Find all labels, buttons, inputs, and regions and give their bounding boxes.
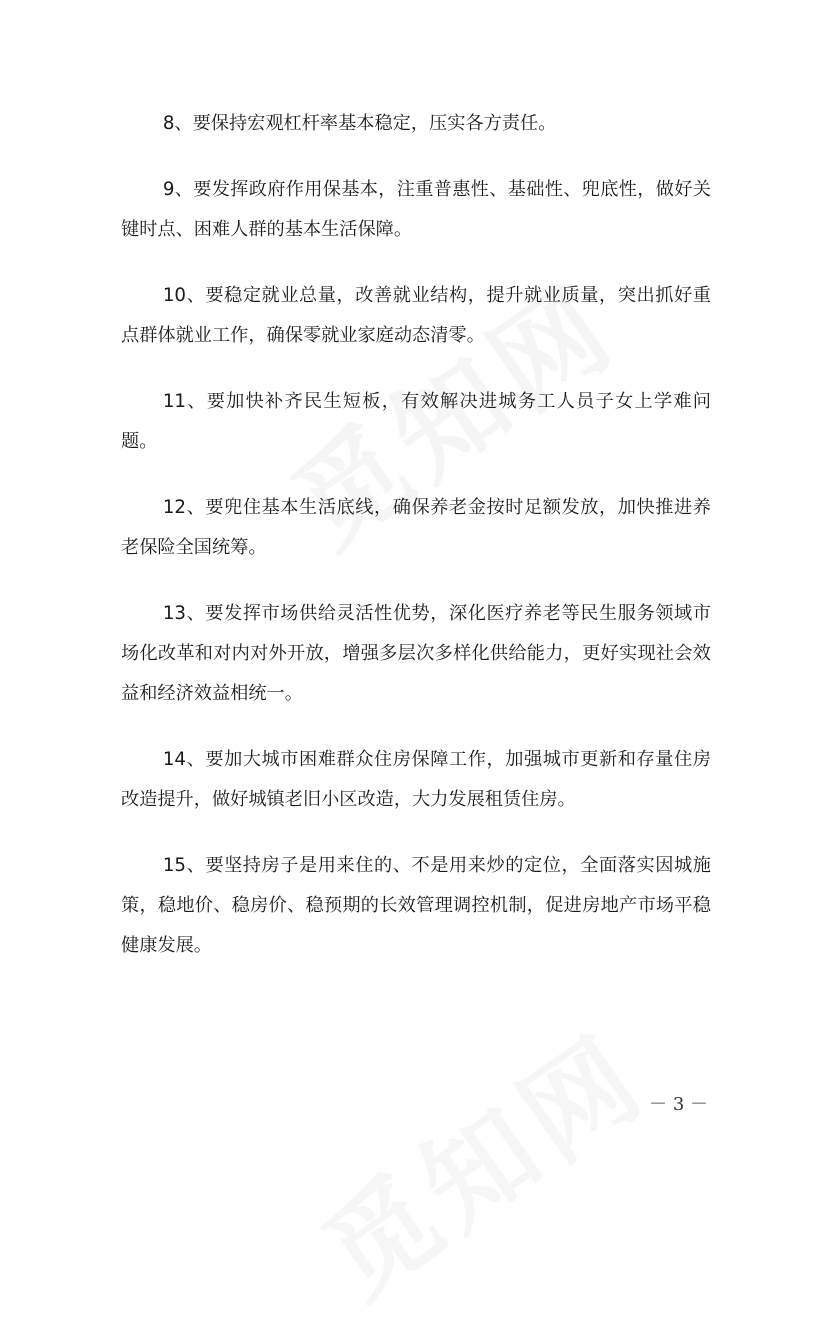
list-item-14: 14、要加大城市困难群众住房保障工作，加强城市更新和存量住房改造提升，做好城镇老旧小区改造，大力发展租赁住房。 bbox=[121, 749, 711, 810]
list-item-15: 15、要坚持房子是用来住的、不是用来炒的定位，全面落实因城施策，稳地价、稳房价、稳预期的长效管理调控机制，促进房地产市场平稳健康发展。 bbox=[121, 855, 711, 956]
list-item-9: 9、要发挥政府作用保基本，注重普惠性、基础性、兜底性，做好关键时点、困难人群的基本生活保障。 bbox=[121, 179, 711, 240]
page-number: － 3 － bbox=[649, 1094, 708, 1115]
watermark-bottom bbox=[287, 991, 673, 1327]
list-item-13: 13、要发挥市场供给灵活性优势，深化医疗养老等民生服务领域市场化改革和对内对外开放，增强多层次多样化供给能力，更好实现社会效益和经济效益相统一。 bbox=[121, 603, 711, 704]
document-body bbox=[121, 104, 711, 992]
list-item-10: 10、要稳定就业总量，改善就业结构，提升就业质量，突出抓好重点群体就业工作，确保零就业家庭动态清零。 bbox=[121, 285, 711, 346]
list-item-8: 8、要保持宏观杠杆率基本稳定，压实各方责任。 bbox=[162, 113, 557, 134]
list-item-11: 11、要加快补齐民生短板，有效解决进城务工人员子女上学难问题。 bbox=[121, 391, 711, 452]
list-item-12: 12、要兜住基本生活底线，确保养老金按时足额发放，加快推进养老保险全国统筹。 bbox=[121, 497, 711, 558]
